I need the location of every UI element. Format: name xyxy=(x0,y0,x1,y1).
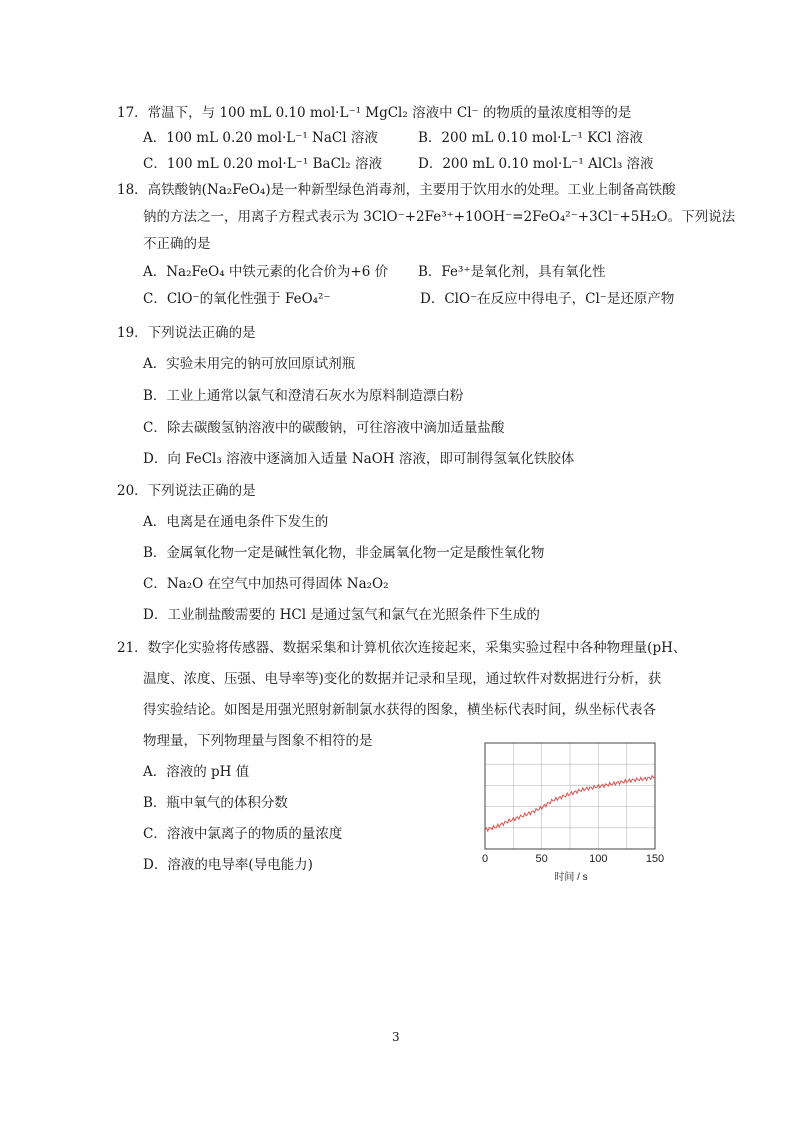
q21-stem-line3: 得实验结论。如图是用强光照射新制氯水获得的图象，横坐标代表时间，纵坐标代表各 xyxy=(143,702,656,718)
chart-x-tick-label: 50 xyxy=(535,853,548,865)
chart-x-axis-label: 时间 / s xyxy=(554,872,588,883)
q21-stem-line2: 温度、浓度、压强、电导率等)变化的数据并记录和呈现，通过软件对数据进行分析，获 xyxy=(143,671,662,687)
q21-line-chart xyxy=(470,737,670,887)
q17-option-b: B．200 mL 0.10 mol·L⁻¹ KCl 溶液 xyxy=(418,130,643,146)
q18-stem-line1: 18．高铁酸钠(Na₂FeO₄)是一种新型绿色消毒剂，主要用于饮用水的处理。工业上制备高铁酸 xyxy=(117,182,676,198)
q20-option-a: A．电离是在通电条件下发生的 xyxy=(143,514,329,530)
q17-option-d: D．200 mL 0.10 mol·L⁻¹ AlCl₃ 溶液 xyxy=(418,156,654,172)
q20-stem: 20．下列说法正确的是 xyxy=(117,483,256,499)
q19-option-d: D．向 FeCl₃ 溶液中逐滴加入适量 NaOH 溶液，即可制得氢氧化铁胶体 xyxy=(143,451,575,467)
q18-option-a: A．Na₂FeO₄ 中铁元素的化合价为+6 价 xyxy=(143,264,389,280)
q19-option-c: C．除去碳酸氢钠溶液中的碳酸钠，可往溶液中滴加适量盐酸 xyxy=(143,420,505,436)
q17-stem: 17．常温下，与 100 mL 0.10 mol·L⁻¹ MgCl₂ 溶液中 Cl⁻ 的物质的量浓度相等的是 xyxy=(117,105,632,121)
q19-stem: 19．下列说法正确的是 xyxy=(117,325,256,341)
q17-option-c: C．100 mL 0.20 mol·L⁻¹ BaCl₂ 溶液 xyxy=(143,156,382,172)
q19-option-b: B．工业上通常以氯气和澄清石灰水为原料制造漂白粉 xyxy=(143,388,464,404)
q21-option-d: D．溶液的电导率(导电能力) xyxy=(143,857,313,873)
q21-stem-line4: 物理量，下列物理量与图象不相符的是 xyxy=(143,733,373,749)
q20-option-d: D．工业制盐酸需要的 HCl 是通过氢气和氯气在光照条件下生成的 xyxy=(143,607,540,623)
q19-option-a: A．实验未用完的钠可放回原试剂瓶 xyxy=(143,356,356,372)
q18-option-d: D．ClO⁻在反应中得电子，Cl⁻是还原产物 xyxy=(420,291,675,307)
chart-x-tick-label: 100 xyxy=(589,853,608,865)
q18-option-c: C．ClO⁻的氧化性强于 FeO₄²⁻ xyxy=(143,291,331,307)
chart-x-tick-label: 150 xyxy=(645,853,665,865)
q17-option-a: A．100 mL 0.20 mol·L⁻¹ NaCl 溶液 xyxy=(143,130,378,146)
q18-option-b: B．Fe³⁺是氧化剂，具有氧化性 xyxy=(418,264,606,280)
q21-option-a: A．溶液的 pH 值 xyxy=(143,764,250,780)
chart-grid xyxy=(485,743,655,849)
chart-x-tick-label: 0 xyxy=(481,853,489,865)
page-number: 3 xyxy=(392,1030,400,1044)
q20-option-b: B．金属氧化物一定是碱性氧化物，非金属氧化物一定是酸性氧化物 xyxy=(143,545,545,561)
q18-stem-line3: 不正确的是 xyxy=(143,236,211,252)
q21-stem-line1: 21．数字化实验将传感器、数据采集和计算机依次连接起来，采集实验过程中各种物理量(pH、 xyxy=(117,640,687,656)
q20-option-c: C．Na₂O 在空气中加热可得固体 Na₂O₂ xyxy=(143,576,389,592)
q21-option-b: B．瓶中氧气的体积分数 xyxy=(143,795,288,811)
chart-x-ticks xyxy=(482,853,664,865)
q21-option-c: C．溶液中氯离子的物质的量浓度 xyxy=(143,826,343,842)
q18-stem-line2: 钠的方法之一，用离子方程式表示为 3ClO⁻+2Fe³⁺+10OH⁻=2FeO₄²⁻+3Cl⁻+5H₂O。下列说法 xyxy=(143,209,736,225)
